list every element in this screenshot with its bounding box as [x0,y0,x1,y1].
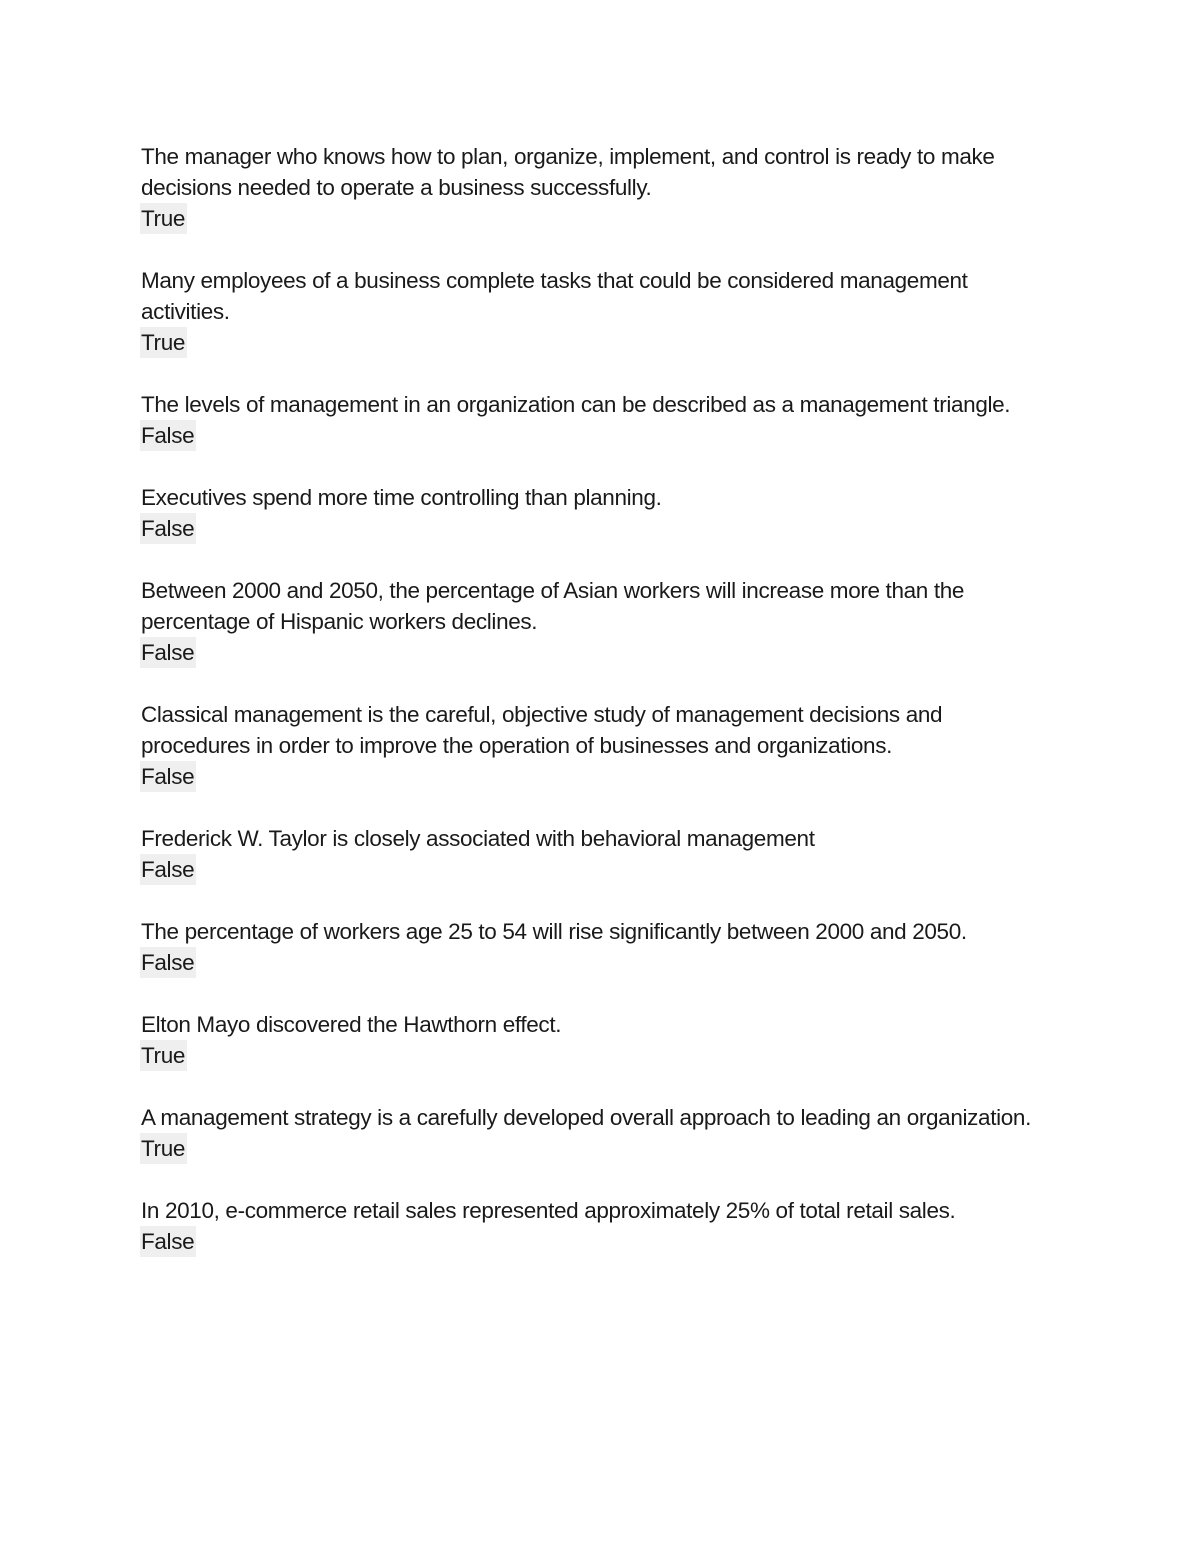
qa-item [141,823,1051,885]
qa-item [141,916,1051,978]
question-text: Frederick W. Taylor is closely associated with behavioral management [141,826,815,851]
qa-item [141,1195,1051,1257]
question-text: Elton Mayo discovered the Hawthorn effect. [141,1012,562,1037]
question-text: Between 2000 and 2050, the percentage of Asian workers will increase more than the percentage of Hispanic workers declines. [141,578,965,634]
question-text: Executives spend more time controlling than planning. [141,485,662,510]
qa-item [141,575,1051,668]
question-text: In 2010, e-commerce retail sales represented approximately 25% of total retail sales. [141,1198,956,1223]
question-text: Many employees of a business complete tasks that could be considered management activities. [141,268,968,324]
qa-item [141,389,1051,451]
answer-text: True [140,1133,187,1164]
qa-item [141,265,1051,358]
answer-text: False [140,637,196,668]
question-text: The levels of management in an organization can be described as a management triangle. [141,392,1011,417]
question-list [141,141,1051,1288]
qa-item [141,1102,1051,1164]
qa-item [141,1009,1051,1071]
answer-text: True [140,203,187,234]
answer-text: False [140,420,196,451]
answer-text: False [140,854,196,885]
answer-text: False [140,947,196,978]
answer-text: False [140,761,196,792]
qa-item [141,699,1051,792]
answer-text: True [140,327,187,358]
question-text: A management strategy is a carefully developed overall approach to leading an organization. [141,1105,1031,1130]
question-text: The percentage of workers age 25 to 54 will rise significantly between 2000 and 2050. [141,919,967,944]
question-text: The manager who knows how to plan, organize, implement, and control is ready to make decisions needed to operate a business successfully. [141,144,995,200]
answer-text: False [140,513,196,544]
answer-text: True [140,1040,187,1071]
qa-item [141,141,1051,234]
qa-item [141,482,1051,544]
answer-text: False [140,1226,196,1257]
question-text: Classical management is the careful, objective study of management decisions and procedures in order to improve the operation of businesses and organizations. [141,702,943,758]
